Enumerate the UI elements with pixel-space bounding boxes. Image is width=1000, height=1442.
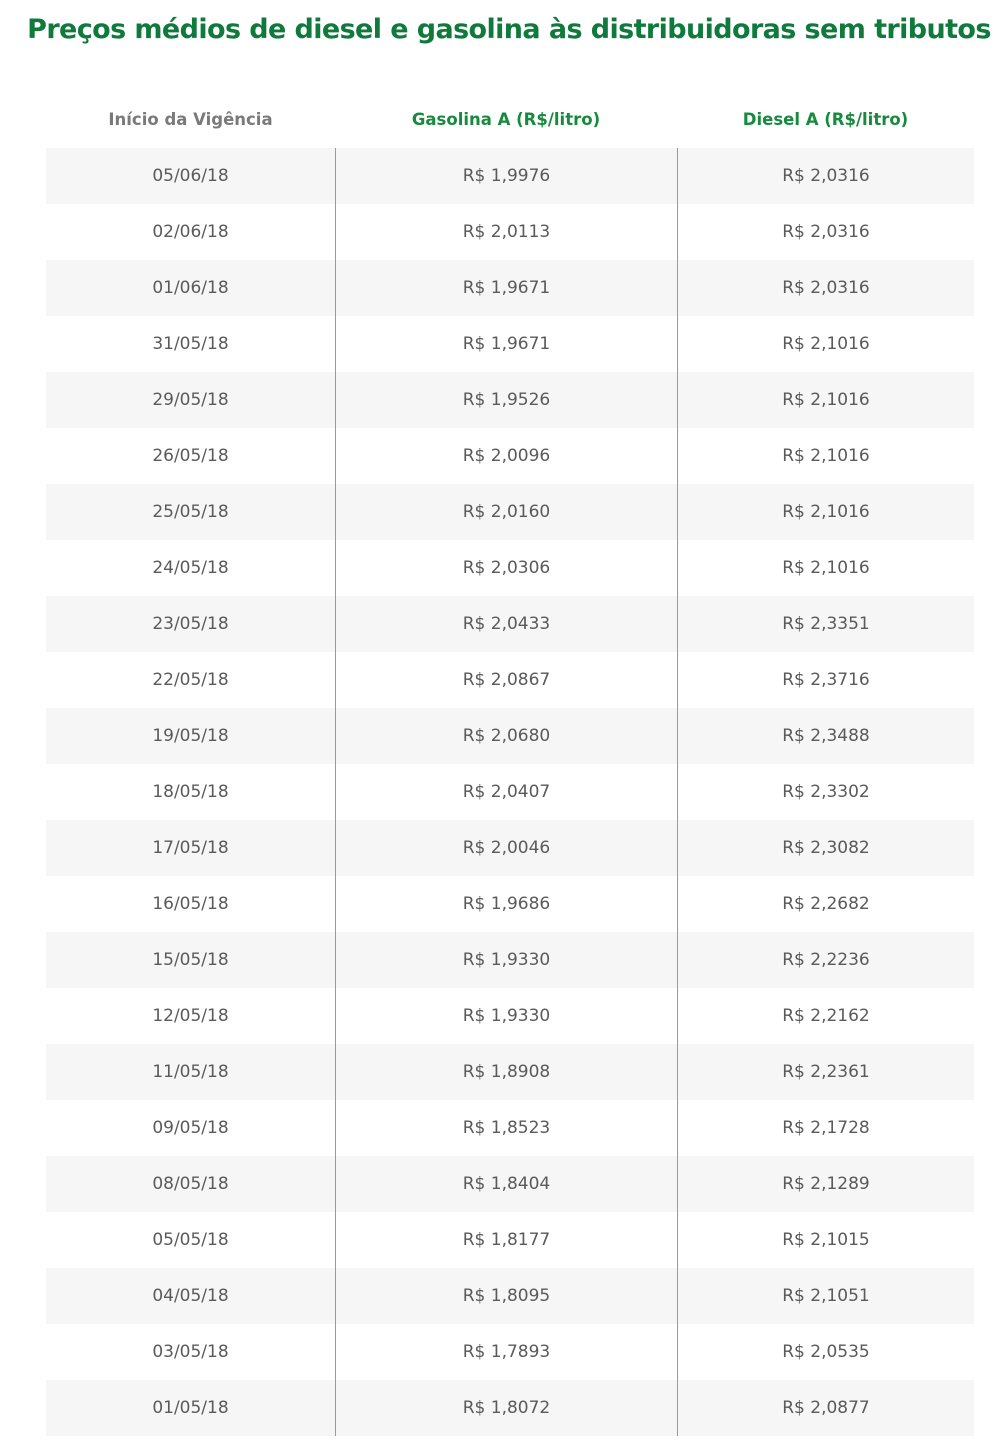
cell-diesel-price: R$ 2,0316 (677, 260, 974, 316)
table-row (46, 652, 974, 708)
cell-date: 18/05/18 (46, 764, 335, 820)
cell-diesel-price: R$ 2,1015 (677, 1212, 974, 1268)
cell-gasolina-price: R$ 1,8908 (335, 1044, 677, 1100)
cell-diesel-price: R$ 2,3488 (677, 708, 974, 764)
cell-date: 23/05/18 (46, 596, 335, 652)
cell-date: 11/05/18 (46, 1044, 335, 1100)
table-row (46, 1324, 974, 1380)
table-row (46, 316, 974, 372)
cell-gasolina-price: R$ 1,7893 (335, 1324, 677, 1380)
cell-gasolina-price: R$ 1,8095 (335, 1268, 677, 1324)
cell-diesel-price: R$ 2,0316 (677, 204, 974, 260)
cell-diesel-price: R$ 2,1289 (677, 1156, 974, 1212)
cell-gasolina-price: R$ 1,8177 (335, 1212, 677, 1268)
cell-date: 22/05/18 (46, 652, 335, 708)
table-row (46, 372, 974, 428)
cell-gasolina-price: R$ 2,0113 (335, 204, 677, 260)
cell-date: 05/05/18 (46, 1212, 335, 1268)
cell-date: 26/05/18 (46, 428, 335, 484)
cell-date: 17/05/18 (46, 820, 335, 876)
table-row (46, 148, 974, 204)
cell-diesel-price: R$ 2,3716 (677, 652, 974, 708)
cell-gasolina-price: R$ 1,9686 (335, 876, 677, 932)
cell-gasolina-price: R$ 1,9671 (335, 316, 677, 372)
table-row (46, 988, 974, 1044)
cell-date: 02/06/18 (46, 204, 335, 260)
cell-gasolina-price: R$ 2,0096 (335, 428, 677, 484)
cell-date: 05/06/18 (46, 148, 335, 204)
cell-diesel-price: R$ 2,2682 (677, 876, 974, 932)
cell-gasolina-price: R$ 2,0433 (335, 596, 677, 652)
table-row (46, 764, 974, 820)
cell-diesel-price: R$ 2,2236 (677, 932, 974, 988)
cell-date: 09/05/18 (46, 1100, 335, 1156)
header-inicio-vigencia: Início da Vigência (108, 110, 273, 129)
header-gasolina-a: Gasolina A (R$/litro) (411, 110, 601, 129)
cell-gasolina-price: R$ 1,9526 (335, 372, 677, 428)
cell-diesel-price: R$ 2,1016 (677, 372, 974, 428)
table-row (46, 876, 974, 932)
cell-gasolina-price: R$ 1,8404 (335, 1156, 677, 1212)
cell-date: 15/05/18 (46, 932, 335, 988)
cell-date: 25/05/18 (46, 484, 335, 540)
cell-date: 08/05/18 (46, 1156, 335, 1212)
table-row (46, 204, 974, 260)
cell-diesel-price: R$ 2,2162 (677, 988, 974, 1044)
cell-diesel-price: R$ 2,1016 (677, 540, 974, 596)
table-row (46, 1268, 974, 1324)
table-title: Preços médios de diesel e gasolina às distribuidoras sem tributos (27, 14, 991, 45)
cell-diesel-price: R$ 2,3351 (677, 596, 974, 652)
table-header (46, 100, 974, 140)
cell-date: 24/05/18 (46, 540, 335, 596)
cell-diesel-price: R$ 2,0877 (677, 1380, 974, 1436)
cell-gasolina-price: R$ 2,0046 (335, 820, 677, 876)
cell-gasolina-price: R$ 1,9671 (335, 260, 677, 316)
cell-date: 16/05/18 (46, 876, 335, 932)
table-row (46, 596, 974, 652)
cell-gasolina-price: R$ 1,9976 (335, 148, 677, 204)
cell-date: 04/05/18 (46, 1268, 335, 1324)
cell-gasolina-price: R$ 1,9330 (335, 932, 677, 988)
table-row (46, 820, 974, 876)
cell-date: 31/05/18 (46, 316, 335, 372)
cell-gasolina-price: R$ 2,0306 (335, 540, 677, 596)
cell-date: 19/05/18 (46, 708, 335, 764)
table-row (46, 932, 974, 988)
table-row (46, 1380, 974, 1436)
cell-diesel-price: R$ 2,1016 (677, 316, 974, 372)
cell-diesel-price: R$ 2,0316 (677, 148, 974, 204)
cell-date: 29/05/18 (46, 372, 335, 428)
table-row (46, 428, 974, 484)
cell-diesel-price: R$ 2,1051 (677, 1268, 974, 1324)
table-row (46, 1156, 974, 1212)
table-row (46, 1212, 974, 1268)
table-row (46, 540, 974, 596)
cell-gasolina-price: R$ 1,9330 (335, 988, 677, 1044)
cell-date: 03/05/18 (46, 1324, 335, 1380)
cell-gasolina-price: R$ 2,0867 (335, 652, 677, 708)
cell-gasolina-price: R$ 2,0160 (335, 484, 677, 540)
cell-gasolina-price: R$ 1,8523 (335, 1100, 677, 1156)
table-row (46, 708, 974, 764)
cell-diesel-price: R$ 2,3082 (677, 820, 974, 876)
table-row (46, 1044, 974, 1100)
table-row (46, 1100, 974, 1156)
cell-diesel-price: R$ 2,3302 (677, 764, 974, 820)
cell-diesel-price: R$ 2,1016 (677, 484, 974, 540)
cell-diesel-price: R$ 2,1728 (677, 1100, 974, 1156)
cell-gasolina-price: R$ 2,0407 (335, 764, 677, 820)
cell-diesel-price: R$ 2,0535 (677, 1324, 974, 1380)
cell-diesel-price: R$ 2,1016 (677, 428, 974, 484)
cell-gasolina-price: R$ 2,0680 (335, 708, 677, 764)
cell-gasolina-price: R$ 1,8072 (335, 1380, 677, 1436)
header-diesel-a: Diesel A (R$/litro) (742, 110, 909, 129)
table-row (46, 260, 974, 316)
cell-diesel-price: R$ 2,2361 (677, 1044, 974, 1100)
cell-date: 01/06/18 (46, 260, 335, 316)
table-row (46, 484, 974, 540)
table-body (46, 148, 974, 1436)
cell-date: 12/05/18 (46, 988, 335, 1044)
cell-date: 01/05/18 (46, 1380, 335, 1436)
